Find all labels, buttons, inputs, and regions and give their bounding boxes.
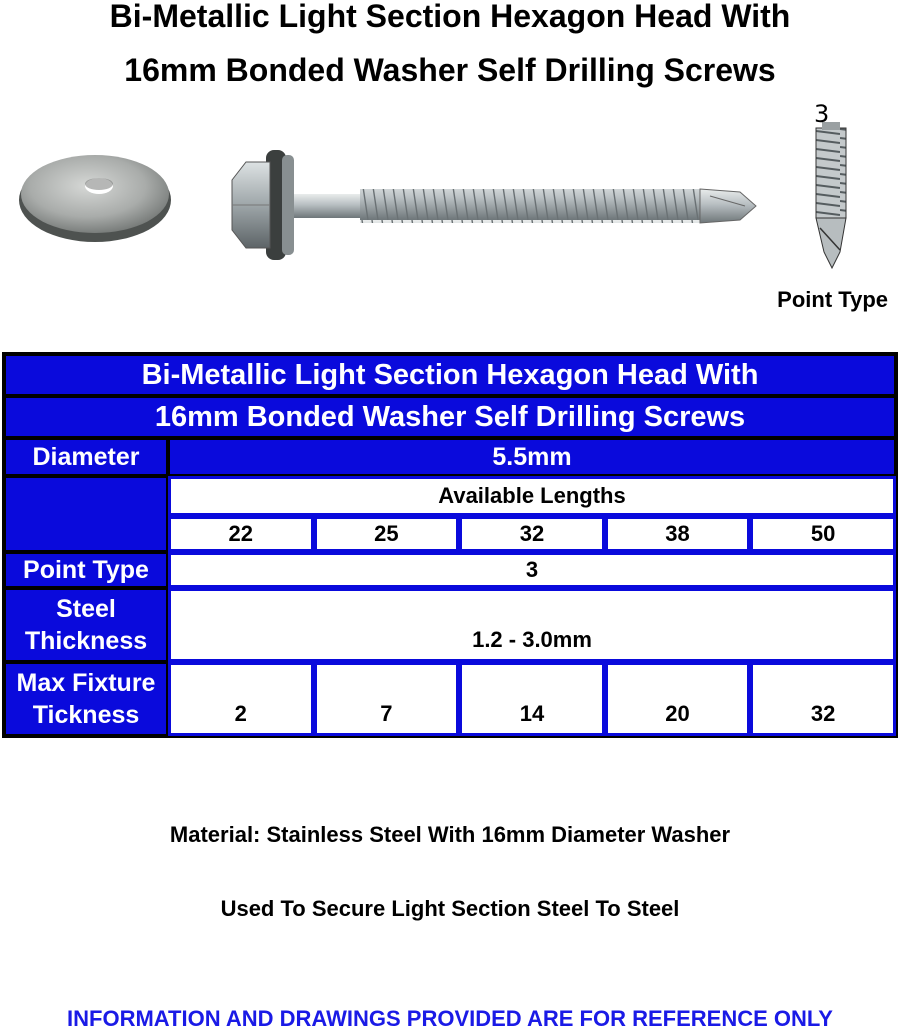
max-fixture-cell: 14 [459,662,605,736]
diameter-label: Diameter [4,438,168,476]
length-cell: 22 [168,516,314,552]
steel-thickness-value: 1.2 - 3.0mm [168,588,896,662]
spec-table [2,352,898,738]
max-fixture-label-line1: Max Fixture [16,668,156,697]
steel-thickness-label-line2: Thickness [24,627,148,655]
max-fixture-cell: 7 [314,662,460,736]
page-title-line1: Bi-Metallic Light Section Hexagon Head With [109,0,791,34]
steel-thickness-label-line1: Steel [56,594,116,623]
length-cell: 32 [459,516,605,552]
diameter-row [4,438,896,476]
table-header-row1 [4,354,896,396]
available-lengths-row [4,476,896,516]
hex-head-screw-icon [232,150,756,260]
diameter-value: 5.5mm [168,438,896,476]
table-header-line1: Bi-Metallic Light Section Hexagon Head With [4,354,896,396]
max-fixture-label [4,662,168,736]
length-cell: 38 [605,516,751,552]
material-note: Material: Stainless Steel With 16mm Diameter Washer [169,822,731,847]
point-type-label: Point Type [4,552,168,588]
max-fixture-cell: 32 [750,662,896,736]
table-header-line2: 16mm Bonded Washer Self Drilling Screws [4,396,896,438]
drill-point-icon [816,122,846,268]
steel-thickness-label [4,588,168,662]
lengths-label-cell [4,476,168,552]
page-title-line2: 16mm Bonded Washer Self Drilling Screws [124,52,776,88]
point-type-row [4,552,896,588]
length-cell: 50 [750,516,896,552]
max-fixture-row [4,662,896,736]
max-fixture-cell: 2 [168,662,314,736]
washer-icon [19,155,171,242]
usage-note: Used To Secure Light Section Steel To Steel [220,896,680,921]
point-number: 3 [814,100,830,128]
table-header-row2 [4,396,896,438]
available-lengths-label: Available Lengths [168,476,896,516]
length-cell: 25 [314,516,460,552]
steel-thickness-row [4,588,896,662]
disclaimer-note: INFORMATION AND DRAWINGS PROVIDED ARE FOR REFERENCE ONLY [67,1006,833,1031]
point-type-value: 3 [168,552,896,588]
max-fixture-label-line2: Tickness [32,701,140,729]
point-type-caption: Point Type [777,287,888,312]
max-fixture-cell: 20 [605,662,751,736]
